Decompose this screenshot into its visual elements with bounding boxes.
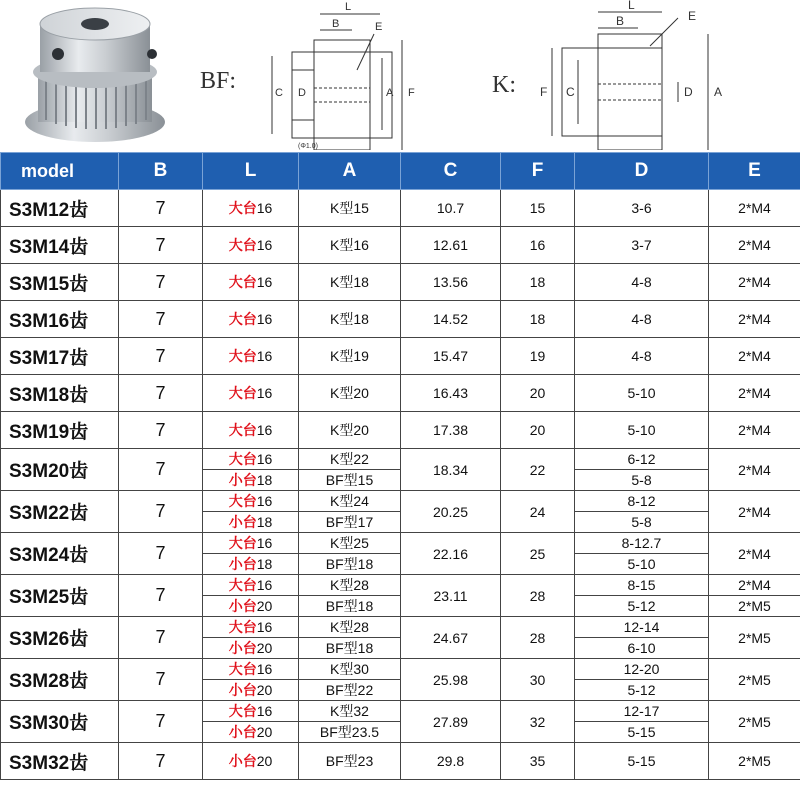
cell-model: S3M20齿 (1, 449, 119, 491)
l-value (229, 237, 273, 253)
d-value: 5-8 (575, 511, 708, 532)
cell-A (299, 227, 401, 264)
l-prefix: 小台 (228, 514, 257, 530)
cell-C: 18.34 (401, 449, 501, 491)
l-number: 18 (256, 514, 273, 530)
l-number: 16 (256, 577, 273, 593)
cell-C: 15.47 (401, 338, 501, 375)
e-value: 2*M4 (738, 237, 771, 253)
bf-dim-C: C (275, 87, 283, 99)
l-value (203, 553, 298, 574)
cell-L (203, 338, 299, 375)
cell-F: 24 (501, 491, 575, 533)
table-row (1, 743, 800, 780)
header-F: F (501, 153, 575, 190)
a-value: BF型23.5 (299, 721, 400, 742)
d-value: 12-20 (623, 661, 660, 677)
l-number: 16 (256, 451, 273, 467)
d-value: 3-6 (631, 200, 652, 216)
cell-B: 7 (119, 264, 203, 301)
a-value: K型28 (330, 577, 369, 593)
l-prefix: 小台 (228, 472, 257, 488)
bf-dim-D: D (298, 87, 306, 99)
cell-A (299, 449, 401, 491)
cell-model: S3M25齿 (1, 575, 119, 617)
table-row (1, 412, 800, 449)
a-value: BF型17 (299, 511, 400, 532)
cell-C: 17.38 (401, 412, 501, 449)
cell-A (299, 743, 401, 780)
cell-C: 24.67 (401, 617, 501, 659)
table-row (1, 338, 800, 375)
l-number: 16 (256, 311, 273, 327)
e-value: 2*M4 (738, 577, 771, 593)
e-value: 2*M4 (738, 422, 771, 438)
l-number: 16 (256, 493, 273, 509)
cell-model: S3M12齿 (1, 190, 119, 227)
cell-A (299, 617, 401, 659)
e-value: 2*M5 (738, 629, 771, 646)
l-number: 20 (256, 682, 273, 698)
l-number: 20 (256, 724, 273, 740)
k-diagram (538, 0, 728, 150)
cell-E (709, 575, 800, 617)
k-dim-D: D (684, 85, 693, 99)
cell-F: 18 (501, 264, 575, 301)
l-number: 18 (256, 556, 273, 572)
cell-C: 27.89 (401, 701, 501, 743)
k-dim-B: B (616, 14, 625, 28)
cell-D (575, 491, 709, 533)
l-prefix: 小台 (228, 640, 257, 656)
table-row (1, 659, 800, 701)
l-prefix: 大台 (228, 348, 257, 364)
cell-F: 28 (501, 617, 575, 659)
cell-B: 7 (119, 412, 203, 449)
pulley-photo (10, 2, 180, 148)
a-value: K型32 (330, 703, 369, 719)
cell-F: 16 (501, 227, 575, 264)
a-value: K型30 (330, 661, 369, 677)
cell-L (203, 659, 299, 701)
e-value: 2*M5 (738, 753, 771, 769)
k-dim-L: L (628, 0, 635, 12)
a-value: BF型18 (299, 553, 400, 574)
e-value: 2*M4 (738, 503, 771, 520)
cell-B: 7 (119, 617, 203, 659)
header-D: D (575, 153, 709, 190)
a-value: K型18 (330, 311, 369, 327)
l-value (229, 311, 273, 327)
l-value (203, 679, 298, 700)
d-value: 6-10 (575, 637, 708, 658)
d-value: 12-17 (623, 703, 660, 719)
l-prefix: 大台 (228, 619, 257, 635)
table-row (1, 375, 800, 412)
cell-L (203, 701, 299, 743)
l-prefix: 大台 (228, 385, 257, 401)
l-number: 20 (256, 598, 273, 614)
cell-F: 19 (501, 338, 575, 375)
cell-L (203, 743, 299, 780)
a-value: BF型23 (325, 753, 374, 769)
cell-E (709, 491, 800, 533)
header-graphics (0, 0, 800, 152)
k-type-label: K: (492, 72, 516, 98)
d-value: 5-10 (575, 553, 708, 574)
d-value: 5-15 (627, 753, 656, 769)
a-value: BF型18 (299, 595, 400, 616)
a-value: K型15 (330, 200, 369, 216)
cell-F: 22 (501, 449, 575, 491)
a-value: K型19 (330, 348, 369, 364)
cell-A (299, 412, 401, 449)
cell-B: 7 (119, 449, 203, 491)
e-value: 2*M4 (738, 385, 771, 401)
e-value: 2*M5 (738, 671, 771, 688)
l-value (229, 200, 273, 216)
table-row (1, 533, 800, 575)
cell-F: 28 (501, 575, 575, 617)
spec-table (0, 152, 800, 780)
k-dim-A: A (714, 85, 723, 99)
cell-E (709, 617, 800, 659)
table-row (1, 449, 800, 491)
table-row (1, 264, 800, 301)
cell-L (203, 301, 299, 338)
l-number: 16 (256, 274, 273, 290)
bf-dim-A: A (386, 87, 394, 99)
cell-A (299, 533, 401, 575)
l-number: 16 (256, 422, 273, 438)
l-prefix: 小台 (228, 556, 257, 572)
cell-F: 30 (501, 659, 575, 701)
table-row (1, 227, 800, 264)
bf-dim-E: E (375, 21, 383, 33)
cell-E (709, 227, 800, 264)
cell-L (203, 449, 299, 491)
header-L: L (203, 153, 299, 190)
cell-model: S3M15齿 (1, 264, 119, 301)
cell-F: 25 (501, 533, 575, 575)
a-value: BF型18 (299, 637, 400, 658)
d-value: 4-8 (631, 274, 652, 290)
cell-B: 7 (119, 338, 203, 375)
l-value (203, 701, 298, 721)
e-value: 2*M4 (738, 200, 771, 216)
header-C: C (401, 153, 501, 190)
cell-B: 7 (119, 301, 203, 338)
cell-F: 32 (501, 701, 575, 743)
cell-model: S3M16齿 (1, 301, 119, 338)
cell-D (575, 227, 709, 264)
table-row (1, 301, 800, 338)
cell-B: 7 (119, 701, 203, 743)
l-value (229, 753, 273, 769)
l-value (229, 274, 273, 290)
d-value: 3-7 (631, 237, 652, 253)
cell-model: S3M28齿 (1, 659, 119, 701)
table-header-row (1, 153, 800, 190)
bf-dim-phi: (Φ1.0) (298, 143, 318, 150)
cell-C: 25.98 (401, 659, 501, 701)
cell-D (575, 701, 709, 743)
d-value: 5-8 (575, 469, 708, 490)
cell-E (709, 743, 800, 780)
a-value: K型25 (330, 535, 369, 551)
l-value (203, 511, 298, 532)
cell-A (299, 375, 401, 412)
l-prefix: 小台 (228, 724, 257, 740)
cell-model: S3M30齿 (1, 701, 119, 743)
l-number: 16 (256, 703, 273, 719)
l-value (203, 637, 298, 658)
a-value: K型16 (330, 237, 369, 253)
cell-C: 29.8 (401, 743, 501, 780)
cell-E (709, 701, 800, 743)
l-prefix: 大台 (228, 703, 257, 719)
cell-L (203, 533, 299, 575)
cell-L (203, 412, 299, 449)
cell-A (299, 338, 401, 375)
d-value: 4-8 (631, 348, 652, 364)
cell-E (709, 375, 800, 412)
a-value: BF型22 (299, 679, 400, 700)
cell-A (299, 264, 401, 301)
a-value: BF型15 (299, 469, 400, 490)
e-value: 2*M4 (738, 545, 771, 562)
d-value: 5-12 (575, 679, 708, 700)
cell-F: 20 (501, 375, 575, 412)
cell-D (575, 301, 709, 338)
d-value: 5-10 (627, 422, 656, 438)
l-number: 16 (256, 237, 273, 253)
cell-model: S3M14齿 (1, 227, 119, 264)
a-value: K型28 (330, 619, 369, 635)
cell-C: 13.56 (401, 264, 501, 301)
cell-E (709, 190, 800, 227)
cell-D (575, 659, 709, 701)
cell-E (709, 264, 800, 301)
cell-B: 7 (119, 190, 203, 227)
cell-L (203, 491, 299, 533)
cell-D (575, 338, 709, 375)
l-prefix: 大台 (228, 311, 257, 327)
cell-L (203, 264, 299, 301)
l-prefix: 大台 (228, 451, 257, 467)
cell-L (203, 227, 299, 264)
l-value (229, 348, 273, 364)
cell-model: S3M19齿 (1, 412, 119, 449)
cell-B: 7 (119, 491, 203, 533)
e-value: 2*M4 (738, 348, 771, 364)
cell-model: S3M24齿 (1, 533, 119, 575)
cell-C: 14.52 (401, 301, 501, 338)
l-number: 18 (256, 472, 273, 488)
l-number: 20 (256, 753, 273, 769)
d-value: 5-12 (575, 595, 708, 616)
header-A: A (299, 153, 401, 190)
table-row (1, 190, 800, 227)
cell-C: 23.11 (401, 575, 501, 617)
l-prefix: 大台 (228, 661, 257, 677)
cell-model: S3M22齿 (1, 491, 119, 533)
cell-C: 16.43 (401, 375, 501, 412)
cell-A (299, 701, 401, 743)
cell-C: 20.25 (401, 491, 501, 533)
d-value: 6-12 (627, 451, 656, 467)
k-dim-C: C (566, 85, 575, 99)
cell-F: 35 (501, 743, 575, 780)
k-dim-E: E (688, 9, 697, 23)
l-value (203, 575, 298, 595)
cell-D (575, 533, 709, 575)
cell-D (575, 743, 709, 780)
e-value: 2*M4 (738, 311, 771, 327)
a-value: K型24 (330, 493, 369, 509)
cell-E (709, 659, 800, 701)
cell-E (709, 533, 800, 575)
bf-dim-B: B (332, 18, 340, 30)
cell-F: 15 (501, 190, 575, 227)
l-prefix: 大台 (228, 535, 257, 551)
a-value: K型20 (330, 385, 369, 401)
cell-D (575, 264, 709, 301)
cell-model: S3M26齿 (1, 617, 119, 659)
cell-model: S3M18齿 (1, 375, 119, 412)
d-value: 5-10 (627, 385, 656, 401)
l-value (203, 721, 298, 742)
cell-B: 7 (119, 227, 203, 264)
cell-A (299, 659, 401, 701)
l-value (229, 385, 273, 401)
a-value: K型18 (330, 274, 369, 290)
l-value (203, 533, 298, 553)
cell-L (203, 375, 299, 412)
cell-C: 12.61 (401, 227, 501, 264)
cell-A (299, 575, 401, 617)
cell-F: 18 (501, 301, 575, 338)
l-prefix: 大台 (228, 493, 257, 509)
cell-B: 7 (119, 575, 203, 617)
header-model: model (1, 153, 119, 190)
l-number: 20 (256, 640, 273, 656)
e-value: 2*M4 (738, 461, 771, 478)
l-number: 16 (256, 348, 273, 364)
d-value: 8-12.7 (621, 535, 662, 551)
cell-L (203, 575, 299, 617)
l-prefix: 大台 (228, 200, 257, 216)
bf-type-label: BF: (200, 68, 237, 94)
l-number: 16 (256, 200, 273, 216)
e-value: 2*M5 (738, 713, 771, 730)
a-value: K型20 (330, 422, 369, 438)
l-number: 16 (256, 619, 273, 635)
cell-F: 20 (501, 412, 575, 449)
cell-E (709, 412, 800, 449)
l-number: 16 (256, 535, 273, 551)
cell-A (299, 301, 401, 338)
l-value (203, 595, 298, 616)
l-prefix: 大台 (228, 274, 257, 290)
d-value: 8-15 (627, 577, 656, 593)
cell-model: S3M17齿 (1, 338, 119, 375)
cell-D (575, 575, 709, 617)
d-value: 5-15 (575, 721, 708, 742)
e-value: 2*M4 (738, 274, 771, 290)
cell-D (575, 617, 709, 659)
l-value (229, 422, 273, 438)
table-row (1, 575, 800, 617)
cell-C: 10.7 (401, 190, 501, 227)
l-number: 16 (256, 661, 273, 677)
cell-D (575, 449, 709, 491)
l-number: 16 (256, 385, 273, 401)
l-value (203, 449, 298, 469)
table-row (1, 701, 800, 743)
cell-A (299, 491, 401, 533)
bf-dim-L: L (345, 1, 352, 13)
cell-B: 7 (119, 533, 203, 575)
l-value (203, 491, 298, 511)
bf-diagram (262, 0, 432, 150)
cell-B: 7 (119, 659, 203, 701)
table-row (1, 491, 800, 533)
cell-D (575, 375, 709, 412)
l-prefix: 大台 (228, 237, 257, 253)
d-value: 4-8 (631, 311, 652, 327)
table-row (1, 617, 800, 659)
l-prefix: 大台 (228, 577, 257, 593)
l-value (203, 469, 298, 490)
cell-B: 7 (119, 375, 203, 412)
cell-B: 7 (119, 743, 203, 780)
cell-E (709, 449, 800, 491)
l-prefix: 大台 (228, 422, 257, 438)
cell-E (709, 338, 800, 375)
l-prefix: 小台 (228, 598, 257, 614)
k-dim-F: F (540, 85, 548, 99)
cell-model: S3M32齿 (1, 743, 119, 780)
l-value (203, 659, 298, 679)
cell-D (575, 412, 709, 449)
cell-A (299, 190, 401, 227)
cell-D (575, 190, 709, 227)
cell-C: 22.16 (401, 533, 501, 575)
cell-L (203, 190, 299, 227)
d-value: 12-14 (623, 619, 660, 635)
bf-dim-F: F (408, 87, 415, 99)
l-prefix: 小台 (228, 753, 257, 769)
header-E: E (709, 153, 800, 190)
cell-E (709, 301, 800, 338)
l-prefix: 小台 (228, 682, 257, 698)
a-value: K型22 (330, 451, 369, 467)
cell-L (203, 617, 299, 659)
header-B: B (119, 153, 203, 190)
d-value: 8-12 (627, 493, 656, 509)
l-value (203, 617, 298, 637)
e-value: 2*M5 (709, 595, 800, 616)
